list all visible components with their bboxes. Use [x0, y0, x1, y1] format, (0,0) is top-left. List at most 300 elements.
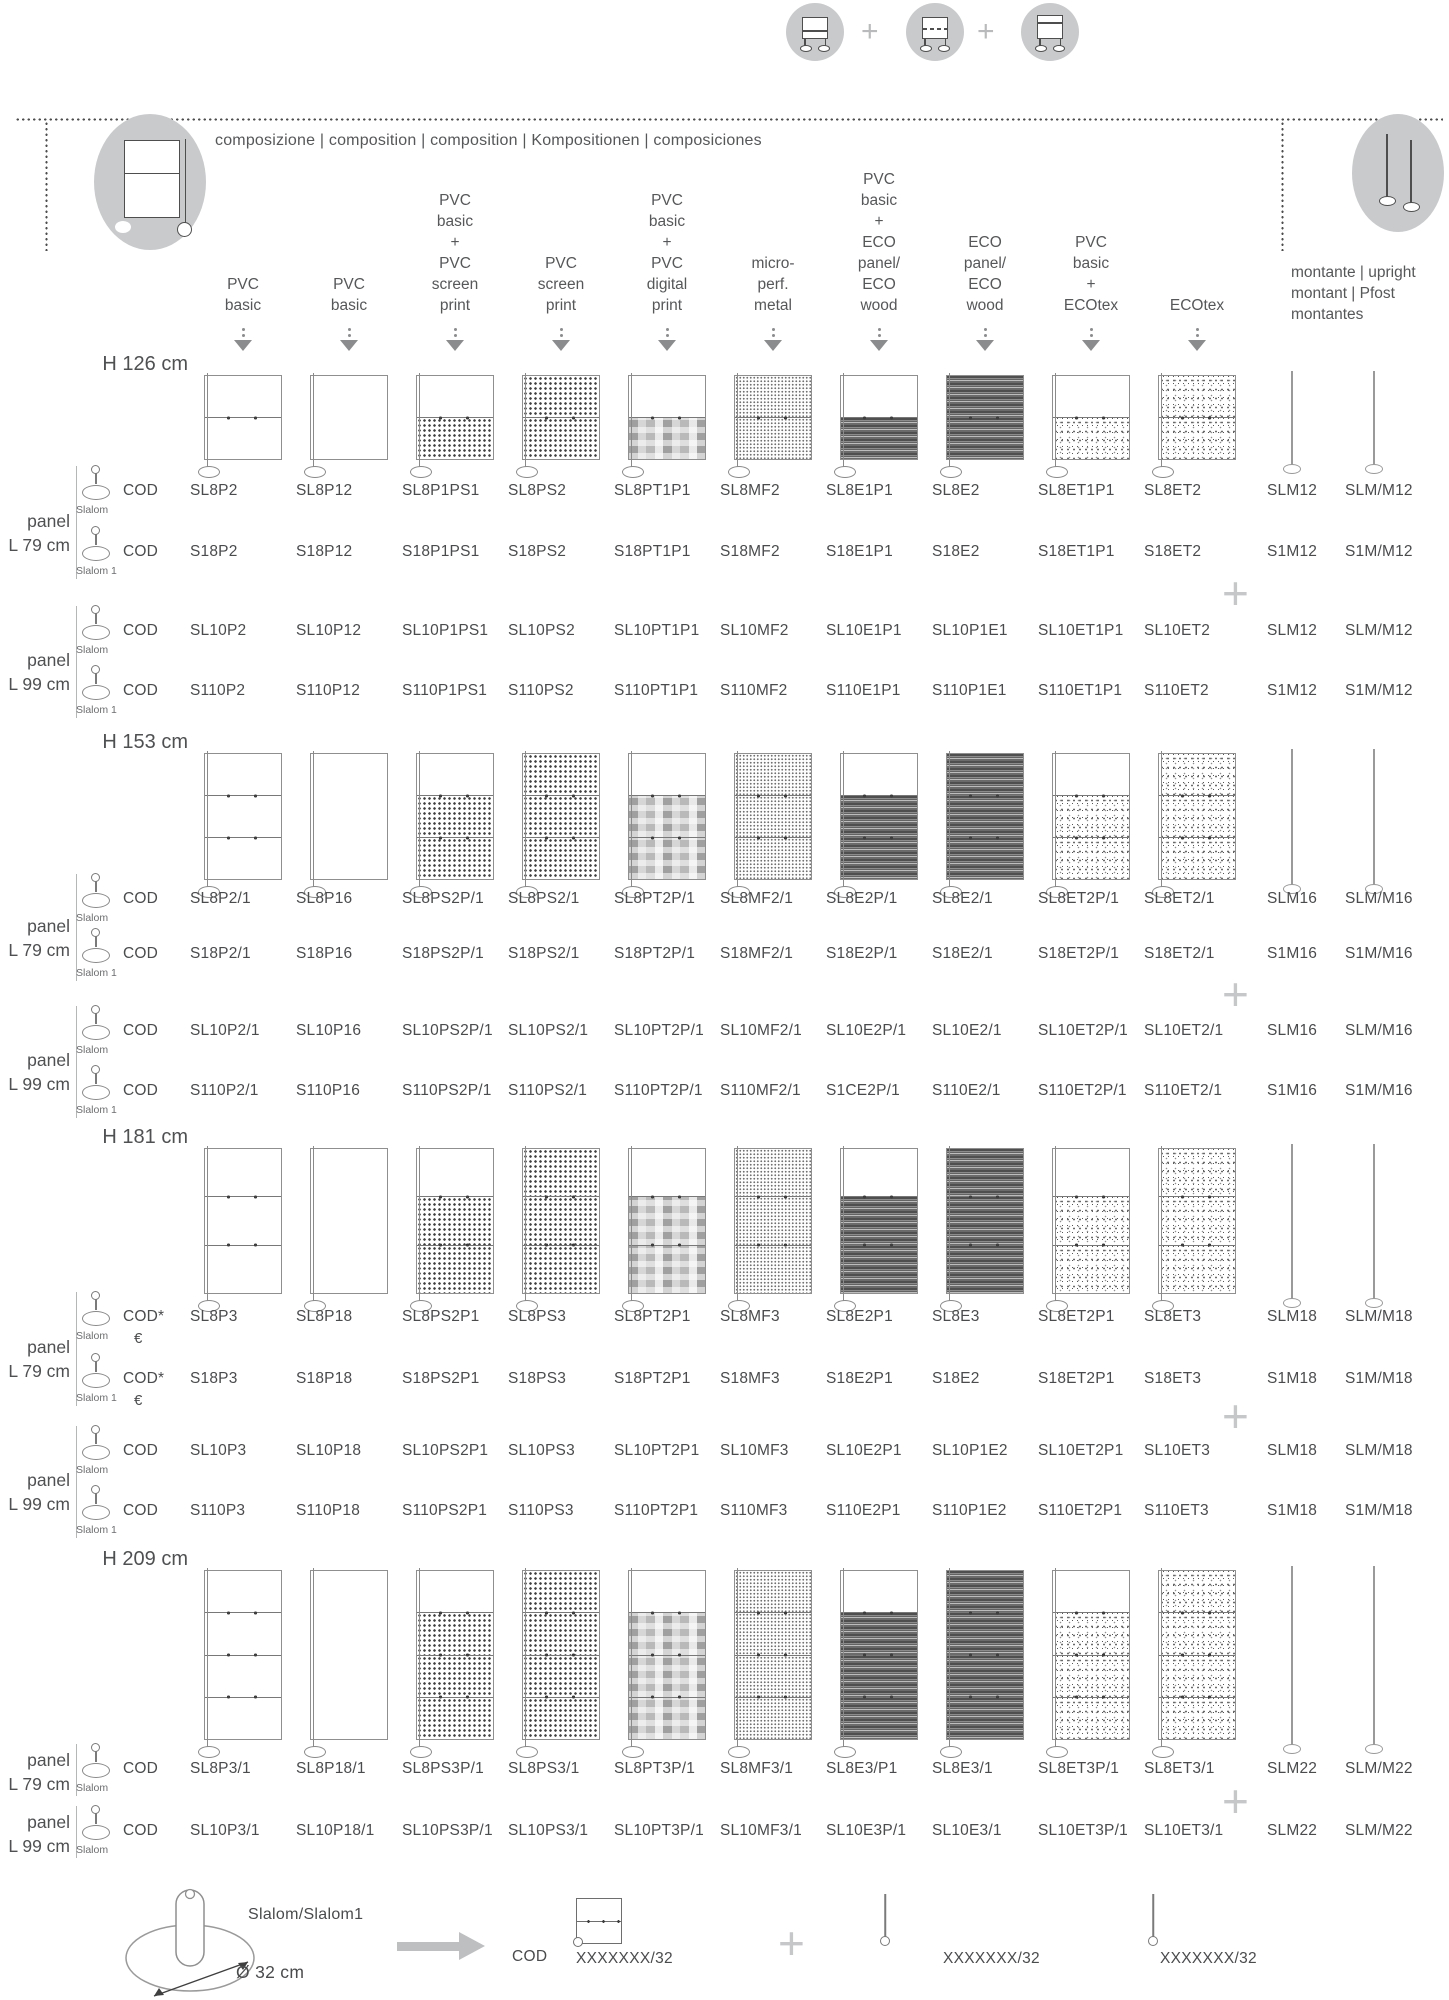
plus-separator: +: [1222, 1390, 1249, 1442]
panel-segment: [1159, 1196, 1235, 1244]
panel-segment: [629, 1149, 705, 1196]
upright-code: S1M18: [1267, 1502, 1318, 1519]
panel-segment: [841, 1196, 917, 1244]
panel-pole: [313, 1146, 315, 1307]
panel-segment: [1159, 1149, 1235, 1196]
download-arrow-icon: [975, 326, 995, 351]
arrow-dot: [666, 328, 669, 331]
panel-base: [198, 466, 220, 478]
arrow-dot: [1196, 334, 1199, 337]
product-code: SL10P1E1: [932, 622, 1008, 639]
product-code: S18ET2/1: [1144, 945, 1215, 962]
product-code: SL10PT1P1: [614, 622, 700, 639]
product-code: SL8PT3P/1: [614, 1760, 696, 1777]
panel-pole: [1161, 373, 1163, 473]
slalom-variant-label: Slalom 1: [76, 704, 117, 716]
footer-cod-label: COD: [512, 1948, 548, 1965]
product-code: S110E1P1: [826, 682, 901, 699]
product-code: S18E2P1: [826, 1370, 893, 1387]
panel-segment: [523, 1697, 599, 1739]
arrow-dot: [878, 334, 881, 337]
panel-segment: [841, 754, 917, 795]
slalom-base: [82, 1373, 110, 1388]
panel-illustration: [416, 375, 494, 460]
slalom-icon: [82, 1750, 110, 1778]
slalom-base: [82, 685, 110, 700]
slalom-variant-label: Slalom: [76, 1330, 109, 1342]
table-row: [0, 888, 1449, 924]
upright-code: S1M18: [1267, 1370, 1318, 1387]
panel-illustration: [522, 375, 600, 460]
slalom-base: [82, 625, 110, 640]
slalom-ring: [91, 1425, 100, 1434]
panel-segment: [523, 1149, 599, 1196]
panel-with-dashed-divider-icon: [906, 3, 964, 61]
product-code: SL10PS2: [508, 622, 575, 639]
panel-size-line: panel: [27, 1470, 70, 1490]
panel-segment: [1053, 1612, 1129, 1654]
product-code: SL10E2/1: [932, 1022, 1002, 1039]
cod-label: COD: [123, 1822, 159, 1839]
upright-code: SLM16: [1267, 1022, 1318, 1039]
column-header-line: PVC: [333, 276, 365, 293]
product-code: SL10P2/1: [190, 1022, 260, 1039]
upright-pole: [1291, 1566, 1293, 1748]
product-code: SL8PS2: [508, 482, 567, 499]
upright-code: S1M12: [1267, 682, 1318, 699]
table-row: [0, 1440, 1449, 1476]
panel-segment: [735, 754, 811, 795]
panel-size-line: L 99 cm: [8, 1494, 70, 1514]
panel-size-line: L 79 cm: [8, 1774, 70, 1794]
slalom-icon: [82, 1492, 110, 1520]
panel-illustration: [628, 375, 706, 460]
dotted-rule-left: [45, 121, 48, 251]
product-code: SL8MF2: [720, 482, 780, 499]
panel-illustration: [946, 1148, 1024, 1294]
panel-pole: [737, 1568, 739, 1753]
panel-pole: [525, 373, 527, 473]
product-code: SL10P3/1: [190, 1822, 260, 1839]
panel-segment: [841, 1697, 917, 1739]
slalom-ring: [91, 1805, 100, 1814]
product-code: SL8ET3: [1144, 1308, 1202, 1325]
product-code: S110P18: [296, 1502, 361, 1519]
panel-pole: [419, 373, 421, 473]
slalom-variant-label: Slalom: [76, 1464, 109, 1476]
product-code: S18P2/1: [190, 945, 251, 962]
upright-code: SLM12: [1267, 482, 1318, 499]
column-header: [826, 150, 932, 316]
column-header-line: PVC: [651, 192, 683, 209]
table-row: [0, 541, 1449, 577]
product-code: SL10ET2/1: [1144, 1022, 1224, 1039]
product-code: SL8P2/1: [190, 890, 251, 907]
panel-illustration: [310, 1148, 388, 1294]
product-code: SL10PS2P/1: [402, 1022, 493, 1039]
slalom-base: [82, 1763, 110, 1778]
upright-code: S1M16: [1267, 945, 1318, 962]
column-header-line: screen: [537, 276, 585, 293]
panel-illustration: [204, 753, 282, 880]
panel-segment: [629, 1655, 705, 1697]
column-header-line: print: [545, 297, 577, 314]
panel-pole: [737, 373, 739, 473]
product-code: SL10ET3/1: [1144, 1822, 1224, 1839]
panel-segment: [1159, 795, 1235, 837]
product-code: S18MF2/1: [720, 945, 794, 962]
arrow-triangle: [976, 340, 994, 351]
slalom-base: [82, 1505, 110, 1520]
upright-code-icon: [1147, 1894, 1159, 1946]
arrow-dot: [1090, 334, 1093, 337]
product-code: SL8E3/1: [932, 1760, 993, 1777]
product-code: S18P16: [296, 945, 353, 962]
slalom-variant-label: Slalom 1: [76, 1104, 117, 1116]
product-code: S110P1E2: [932, 1502, 1007, 1519]
download-arrow-icon: [1187, 326, 1207, 351]
panel-illustration: [522, 1570, 600, 1740]
product-code: SL8P18: [296, 1308, 353, 1325]
panel-segment: [629, 417, 705, 459]
panel-pole: [631, 751, 633, 893]
product-code: S110P1PS1: [402, 682, 488, 699]
product-code: S18P12: [296, 543, 353, 560]
panel-illustration: [416, 753, 494, 880]
panel-pole: [949, 751, 951, 893]
panel-segment: [417, 1571, 493, 1612]
slalom-icon: [82, 1072, 110, 1100]
product-code: SL8P12: [296, 482, 353, 499]
panel-illustration: [734, 753, 812, 880]
product-code: SL8PT2P/1: [614, 890, 696, 907]
cod-label: COD: [123, 890, 159, 907]
panel-segment: [1053, 1196, 1129, 1244]
panel-segment: [1159, 1697, 1235, 1739]
panel-segment: [735, 376, 811, 417]
slalom-icon: [82, 472, 110, 500]
upright-code: SLM/M18: [1345, 1442, 1413, 1459]
panel-segment: [735, 417, 811, 459]
cod-label: COD: [123, 482, 159, 499]
panel-pole: [207, 1146, 209, 1307]
panel-segment: [629, 1612, 705, 1654]
slalom-base: [82, 893, 110, 908]
panel-segment: [205, 795, 281, 837]
table-row: [0, 1758, 1449, 1794]
panel-illustration: [416, 1148, 494, 1294]
panel-base: [1152, 1746, 1174, 1758]
arrow-dot: [454, 328, 457, 331]
table-row: [0, 480, 1449, 516]
panel-pole: [313, 1568, 315, 1753]
product-code: S18E2: [932, 1370, 980, 1387]
table-row: [0, 1020, 1449, 1056]
panel-pole: [1055, 373, 1057, 473]
panel-segment: [523, 754, 599, 795]
column-header-line: +: [662, 234, 672, 251]
slalom-icon: [82, 1298, 110, 1326]
panel-illustration: [946, 753, 1024, 880]
slalom-ring: [91, 1291, 100, 1300]
slalom-variant-label: Slalom: [76, 1844, 109, 1856]
slalom-icon: [82, 612, 110, 640]
column-header-line: PVC: [1075, 234, 1107, 251]
column-header-line: PVC: [439, 192, 471, 209]
panel-pole: [631, 373, 633, 473]
product-code: SL8ET2/1: [1144, 890, 1215, 907]
product-code: S110E2P1: [826, 1502, 901, 1519]
panel-base: [728, 1746, 750, 1758]
slalom-base: [82, 1825, 110, 1840]
upright-illustration: [1282, 1566, 1302, 1754]
table-row: [0, 1500, 1449, 1536]
slalom-icon: [82, 672, 110, 700]
panel-segment: [841, 1149, 917, 1196]
height-label: H 126 cm: [102, 353, 188, 375]
panel-segment: [1053, 795, 1129, 837]
product-code: S110PS2/1: [508, 1082, 588, 1099]
product-code: SL8ET2P/1: [1038, 890, 1120, 907]
download-arrow-icon: [445, 326, 465, 351]
slalom-base: [82, 1025, 110, 1040]
plus-icon: +: [977, 15, 995, 48]
panel-segment: [205, 376, 281, 417]
upright-poles-icon: [1352, 114, 1444, 232]
column-header: [190, 150, 296, 316]
product-code: SL10P3: [190, 1442, 247, 1459]
panel-frame-icon: [1021, 3, 1079, 61]
panel-pole: [313, 751, 315, 893]
panel-illustration: [204, 375, 282, 460]
product-code: S18E2: [932, 543, 980, 560]
panel-pole: [1161, 1568, 1163, 1753]
composition-header: composizione | composition | composition | Kompositionen | composiciones: [215, 132, 762, 149]
panel-segment: [735, 1245, 811, 1293]
panel-pole: [419, 751, 421, 893]
panel-illustration: [310, 375, 388, 460]
height-label: H 209 cm: [102, 1548, 188, 1570]
product-code: SL8E1P1: [826, 482, 893, 499]
dotted-rule-top: [15, 118, 1443, 121]
panel-segment: [947, 1149, 1023, 1196]
plus-separator: +: [1222, 1775, 1249, 1827]
product-code: S18PT2P1: [614, 1370, 691, 1387]
table-row: [0, 1368, 1449, 1409]
panel-segment: [629, 1571, 705, 1612]
product-code: S110MF2: [720, 682, 788, 699]
product-code: SL8PS3: [508, 1308, 567, 1325]
upright-base: [1283, 1744, 1301, 1754]
slalom-ring: [91, 526, 100, 535]
upright-code: S1M/M18: [1345, 1502, 1413, 1519]
panel-segment: [629, 795, 705, 837]
product-code: S18MF2: [720, 543, 780, 560]
table-row: [0, 943, 1449, 979]
panel-illustration: [204, 1148, 282, 1294]
cod-label: COD: [123, 1442, 159, 1459]
arrow-triangle: [340, 340, 358, 351]
panel-illustration: [1158, 1570, 1236, 1740]
product-code: S110PT1P1: [614, 682, 699, 699]
panel-base: [834, 1746, 856, 1758]
panel-pole: [631, 1568, 633, 1753]
product-code: S18ET3: [1144, 1370, 1202, 1387]
product-code: S110ET2P/1: [1038, 1082, 1127, 1099]
slalom-base: [82, 1445, 110, 1460]
product-code: SL10P12: [296, 622, 362, 639]
panel-segment: [947, 1571, 1023, 1612]
product-code: SL8PS2/1: [508, 890, 580, 907]
panel-pole: [949, 373, 951, 473]
column-header-line: basic: [436, 213, 474, 230]
panel-segment: [947, 1697, 1023, 1739]
upright-code: SLM12: [1267, 622, 1318, 639]
panel-segment: [311, 1149, 387, 1293]
product-code: SL8P18/1: [296, 1760, 366, 1777]
arrow-triangle: [446, 340, 464, 351]
product-code: S110PS2: [508, 682, 574, 699]
panel-segment: [417, 1697, 493, 1739]
upright-illustration: [1282, 1144, 1302, 1308]
panel-segment: [947, 1655, 1023, 1697]
product-code: S110P2/1: [190, 1082, 259, 1099]
product-code: SL8PT1P1: [614, 482, 691, 499]
upright-illustration: [1364, 371, 1384, 474]
upright-header-line: montante | upright: [1291, 264, 1416, 281]
slalom-base: [82, 485, 110, 500]
arrow-dot: [772, 334, 775, 337]
panel-segment: [629, 1245, 705, 1293]
arrow-triangle: [870, 340, 888, 351]
panel-size-line: L 79 cm: [8, 939, 70, 960]
product-code: SL8P2: [190, 482, 238, 499]
panel-segment: [1053, 1571, 1129, 1612]
upright-base: [1365, 464, 1383, 474]
plus-separator: +: [778, 1917, 805, 1969]
slalom-ring: [91, 1005, 100, 1014]
slalom-variant-label: Slalom: [76, 1782, 109, 1794]
product-code: S18MF3: [720, 1370, 780, 1387]
panel-pole: [1055, 1146, 1057, 1307]
product-code: S18E1P1: [826, 543, 893, 560]
panel-segment: [417, 1655, 493, 1697]
panel-segment: [735, 1149, 811, 1196]
panel-segment: [629, 754, 705, 795]
panel-segment: [417, 376, 493, 417]
panel-segment: [947, 795, 1023, 837]
panel-segment: [1159, 417, 1235, 459]
product-code: SL10ET3P/1: [1038, 1822, 1128, 1839]
upright-base: [1283, 464, 1301, 474]
panel-segment: [735, 1571, 811, 1612]
column-header-line: wood: [966, 297, 1004, 314]
panel-pole: [737, 1146, 739, 1307]
product-code: S18PS2/1: [508, 945, 580, 962]
panel-segment: [629, 1196, 705, 1244]
panel-pole: [843, 1568, 845, 1753]
product-code: SL8MF3/1: [720, 1760, 794, 1777]
euro-symbol: €: [134, 1392, 143, 1409]
panel-segment: [735, 795, 811, 837]
product-code: SL10E3P/1: [826, 1822, 907, 1839]
column-header-line: ECO: [862, 276, 896, 293]
upright-pole: [1291, 749, 1293, 888]
product-code: SL8ET3P/1: [1038, 1760, 1120, 1777]
product-code: S18ET2P/1: [1038, 945, 1120, 962]
panel-segment: [629, 376, 705, 417]
arrow-dot: [984, 328, 987, 331]
slalom-ring: [91, 465, 100, 474]
slalom-icon: [82, 1812, 110, 1840]
panel-illustration: [310, 1570, 388, 1740]
panel-illustration: [416, 1570, 494, 1740]
panel-segment: [1159, 376, 1235, 417]
panel-segment: [841, 376, 917, 417]
slalom-base: [82, 948, 110, 963]
product-code: SL10PS3/1: [508, 1822, 589, 1839]
upright-code: S1M/M16: [1345, 945, 1413, 962]
product-code: SL10P18/1: [296, 1822, 375, 1839]
panel-illustration: [1052, 375, 1130, 460]
panel-illustration: [204, 1570, 282, 1740]
panel-segment: [1053, 1697, 1129, 1739]
slalom-footer-label: Slalom/Slalom1: [248, 1906, 364, 1923]
panel-segment: [841, 837, 917, 879]
arrow-dot: [242, 334, 245, 337]
upright-code: SLM18: [1267, 1442, 1318, 1459]
slalom-variant-label: Slalom: [76, 912, 109, 924]
upright-code: S1M/M12: [1345, 682, 1413, 699]
panel-segment: [1053, 1655, 1129, 1697]
slalom-icon: [82, 1432, 110, 1460]
upright-illustration: [1364, 1144, 1384, 1308]
panel-segment: [205, 1697, 281, 1739]
column-header: [1038, 150, 1144, 316]
panel-segment: [205, 837, 281, 879]
arrow-dot: [348, 334, 351, 337]
table-row: [0, 1080, 1449, 1116]
upright-code: SLM22: [1267, 1822, 1318, 1839]
panel-segment: [417, 1196, 493, 1244]
panel-illustration: [628, 1148, 706, 1294]
column-header: [932, 150, 1038, 316]
panel-generic-code: XXXXXXX/32: [576, 1950, 673, 1967]
slalom-icon: [82, 1012, 110, 1040]
panel-base: [940, 1746, 962, 1758]
panel-size-line: panel: [27, 510, 70, 531]
panel-illustration: [628, 1570, 706, 1740]
panel-illustration: [1158, 375, 1236, 460]
column-header-line: ECO: [968, 234, 1002, 251]
dotted-rule-right: [1281, 121, 1284, 251]
download-arrow-icon: [551, 326, 571, 351]
product-code: S110ET2/1: [1144, 1082, 1223, 1099]
panel-base: [1046, 1746, 1068, 1758]
column-header-line: +: [1086, 276, 1096, 293]
product-code: SL10P1PS1: [402, 622, 489, 639]
panel-segment: [735, 1612, 811, 1654]
slalom-icon: [82, 880, 110, 908]
product-code: S18PS2P1: [402, 1370, 480, 1387]
column-header-line: +: [874, 213, 884, 230]
panel-size-line: L 99 cm: [8, 674, 70, 694]
product-code: SL10PT2P/1: [614, 1022, 704, 1039]
column-header-line: metal: [754, 297, 792, 314]
panel-segment: [417, 1245, 493, 1293]
product-code: SL10PS2P1: [402, 1442, 489, 1459]
arrow-dot: [348, 328, 351, 331]
